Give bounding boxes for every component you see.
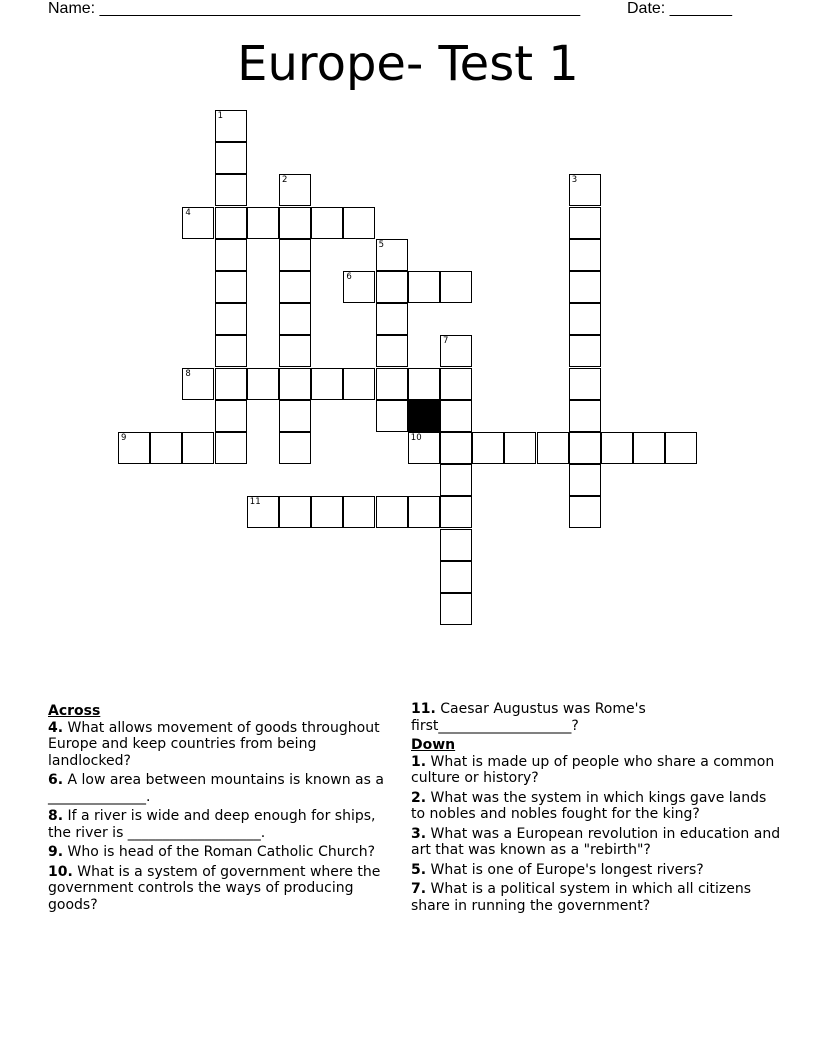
cell-number: 5 bbox=[378, 239, 385, 250]
clue-number: 4. bbox=[48, 719, 64, 736]
clue-text: What is a political system in which all citizens share in running the government? bbox=[411, 881, 752, 914]
clue-number: 3. bbox=[411, 825, 427, 842]
grid-cell[interactable] bbox=[182, 432, 214, 464]
grid-cell[interactable] bbox=[440, 400, 472, 432]
grid-cell[interactable] bbox=[569, 496, 601, 528]
grid-cell[interactable] bbox=[182, 368, 214, 400]
cell-number: 9 bbox=[121, 433, 127, 443]
grid-cell[interactable] bbox=[440, 593, 472, 625]
clue-text: If a river is wide and deep enough for ships, the river is ___________________. bbox=[48, 808, 376, 841]
grid-cell[interactable] bbox=[279, 271, 311, 303]
grid-cell[interactable] bbox=[215, 400, 247, 432]
clues-left-column bbox=[48, 701, 400, 916]
grid-cell[interactable] bbox=[376, 368, 408, 400]
grid-cell[interactable] bbox=[440, 335, 472, 367]
clue-down-5 bbox=[411, 862, 781, 879]
clues-right-column bbox=[411, 701, 781, 917]
grid-cell[interactable] bbox=[665, 432, 697, 464]
clue-number: 10. bbox=[48, 863, 73, 880]
grid-cell[interactable] bbox=[569, 271, 601, 303]
grid-cell[interactable] bbox=[376, 271, 408, 303]
cell-number: 10 bbox=[410, 433, 422, 443]
clue-text: Caesar Augustus was Rome's first___________________? bbox=[411, 701, 646, 734]
grid-cell[interactable] bbox=[408, 432, 440, 464]
grid-cell[interactable] bbox=[569, 174, 601, 206]
grid-cell[interactable] bbox=[408, 271, 440, 303]
grid-cell[interactable] bbox=[343, 271, 375, 303]
clue-text: Who is head of the Roman Catholic Church? bbox=[67, 844, 376, 860]
cell-number: 4 bbox=[185, 207, 191, 218]
grid-cell[interactable] bbox=[215, 239, 247, 271]
cell-number: 1 bbox=[217, 111, 224, 121]
clue-text: A low area between mountains is known as a ______________. bbox=[48, 772, 384, 805]
name-field: Name: ______________________________________________________ bbox=[48, 0, 581, 17]
grid-cell[interactable] bbox=[215, 271, 247, 303]
clue-down-7 bbox=[411, 881, 781, 914]
grid-cell[interactable] bbox=[376, 239, 408, 271]
clue-across-10 bbox=[48, 864, 400, 914]
grid-cell[interactable] bbox=[311, 368, 343, 400]
grid-cell[interactable] bbox=[440, 561, 472, 593]
grid-cell[interactable] bbox=[343, 368, 375, 400]
grid-cell[interactable] bbox=[279, 303, 311, 335]
clue-across-9 bbox=[48, 844, 400, 861]
cell-number: 3 bbox=[571, 175, 578, 186]
clue-text: What is made up of people who share a common culture or history? bbox=[411, 753, 775, 786]
grid-cell[interactable] bbox=[279, 400, 311, 432]
grid-block bbox=[408, 400, 440, 432]
grid-cell[interactable] bbox=[311, 207, 343, 239]
cell-number: 7 bbox=[443, 336, 449, 347]
grid-cell[interactable] bbox=[215, 207, 247, 239]
grid-cell[interactable] bbox=[215, 335, 247, 367]
date-field: Date: _______ bbox=[627, 0, 732, 17]
clue-number: 9. bbox=[48, 844, 64, 860]
grid-cell[interactable] bbox=[247, 368, 279, 400]
grid-cell[interactable] bbox=[247, 207, 279, 239]
clue-number: 11. bbox=[411, 701, 436, 717]
grid-cell[interactable] bbox=[215, 368, 247, 400]
grid-cell[interactable] bbox=[376, 400, 408, 432]
clue-number: 7. bbox=[411, 881, 427, 897]
grid-cell[interactable] bbox=[376, 496, 408, 528]
grid-cell[interactable] bbox=[311, 496, 343, 528]
clue-number: 6. bbox=[48, 772, 64, 788]
grid-cell[interactable] bbox=[408, 496, 440, 528]
grid-cell[interactable] bbox=[472, 432, 504, 464]
across-heading: Across bbox=[48, 703, 101, 719]
clue-down-3 bbox=[411, 826, 781, 859]
clue-text: What is a system of government where the government controls the ways of producing goods? bbox=[48, 863, 381, 913]
clue-text: What was a European revolution in education and art that was known as a "rebirth"? bbox=[411, 825, 781, 858]
cell-number: 2 bbox=[282, 175, 288, 186]
clue-number: 2. bbox=[411, 789, 427, 806]
grid-cell[interactable] bbox=[537, 432, 569, 464]
grid-cell[interactable] bbox=[569, 303, 601, 335]
grid-cell[interactable] bbox=[118, 432, 150, 464]
clue-across-6 bbox=[48, 772, 400, 805]
clue-across-8 bbox=[48, 808, 400, 841]
grid-cell[interactable] bbox=[440, 271, 472, 303]
clue-text: What was the system in which kings gave lands to nobles and nobles fought for the king? bbox=[411, 789, 767, 822]
grid-cell[interactable] bbox=[633, 432, 665, 464]
grid-cell[interactable] bbox=[569, 239, 601, 271]
grid-cell[interactable] bbox=[569, 432, 601, 464]
grid-cell[interactable] bbox=[601, 432, 633, 464]
grid-cell[interactable] bbox=[440, 529, 472, 561]
clue-across-11 bbox=[411, 701, 781, 734]
clue-number: 5. bbox=[411, 861, 427, 878]
grid-cell[interactable] bbox=[440, 368, 472, 400]
clue-text: What allows movement of goods throughout Europe and keep countries from being landlocked? bbox=[48, 719, 380, 769]
grid-cell[interactable] bbox=[408, 368, 440, 400]
clue-down-1 bbox=[411, 754, 781, 787]
grid-cell[interactable] bbox=[343, 496, 375, 528]
grid-cell[interactable] bbox=[440, 432, 472, 464]
grid-cell[interactable] bbox=[279, 432, 311, 464]
grid-cell[interactable] bbox=[182, 207, 214, 239]
grid-cell[interactable] bbox=[215, 142, 247, 174]
cell-number: 11 bbox=[249, 497, 261, 508]
clue-number: 8. bbox=[48, 808, 64, 824]
grid-cell[interactable] bbox=[215, 110, 247, 142]
grid-cell[interactable] bbox=[279, 207, 311, 239]
clue-number: 1. bbox=[411, 753, 427, 770]
grid-cell[interactable] bbox=[343, 207, 375, 239]
page-title: Europe- Test 1 bbox=[237, 36, 579, 92]
grid-cell[interactable] bbox=[279, 174, 311, 206]
cell-number: 8 bbox=[185, 368, 191, 379]
grid-cell[interactable] bbox=[569, 368, 601, 400]
grid-cell[interactable] bbox=[279, 335, 311, 367]
grid-cell[interactable] bbox=[569, 207, 601, 239]
grid-cell[interactable] bbox=[440, 496, 472, 528]
cell-number: 6 bbox=[346, 272, 352, 282]
grid-cell[interactable] bbox=[247, 496, 279, 528]
grid-cell[interactable] bbox=[569, 400, 601, 432]
grid-cell[interactable] bbox=[504, 432, 536, 464]
grid-cell[interactable] bbox=[569, 464, 601, 496]
grid-cell[interactable] bbox=[215, 432, 247, 464]
grid-cell[interactable] bbox=[215, 303, 247, 335]
grid-cell[interactable] bbox=[279, 368, 311, 400]
grid-cell[interactable] bbox=[440, 464, 472, 496]
clue-text: What is one of Europe's longest rivers? bbox=[430, 861, 704, 878]
grid-cell[interactable] bbox=[569, 335, 601, 367]
grid-cell[interactable] bbox=[376, 303, 408, 335]
clue-across-4 bbox=[48, 720, 400, 770]
grid-cell[interactable] bbox=[150, 432, 182, 464]
grid-cell[interactable] bbox=[279, 496, 311, 528]
clue-down-2 bbox=[411, 790, 781, 823]
grid-cell[interactable] bbox=[279, 239, 311, 271]
grid-cell[interactable] bbox=[215, 174, 247, 206]
grid-cell[interactable] bbox=[376, 335, 408, 367]
down-heading: Down bbox=[411, 737, 456, 753]
